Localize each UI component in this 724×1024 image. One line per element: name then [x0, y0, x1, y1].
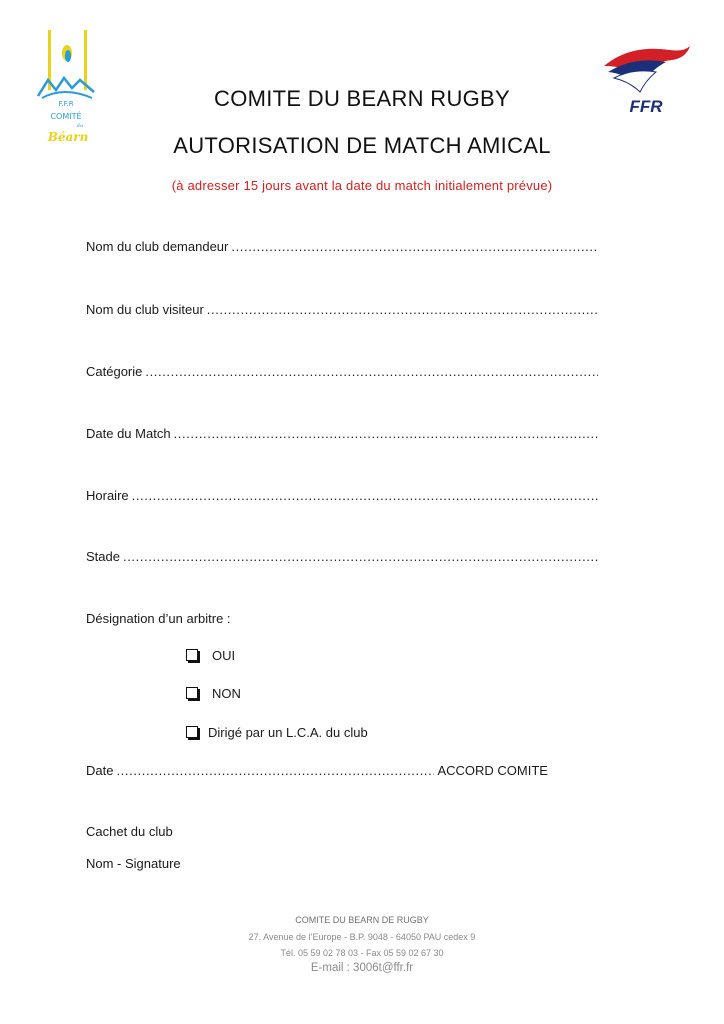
option-label: NON: [212, 686, 241, 701]
ffr-logo-text: FFR: [629, 97, 663, 116]
fill-line[interactable]: [207, 302, 598, 317]
checkbox-oui[interactable]: [186, 649, 198, 661]
stamp-label: Cachet du club: [86, 824, 173, 839]
date-accord-line: [86, 763, 556, 778]
field-club-demandeur[interactable]: [86, 239, 598, 254]
logo-ffr-text: F.F.R: [58, 100, 74, 108]
option-label: OUI: [212, 648, 236, 663]
option-non[interactable]: [186, 686, 241, 701]
field-label: Nom du club visiteur: [86, 302, 204, 317]
deadline-note: (à adresser 15 jours avant la date du match initialement prévue): [171, 178, 553, 193]
fill-line[interactable]: [174, 426, 598, 441]
field-label: Catégorie: [86, 364, 143, 379]
field-label: Stade: [86, 549, 120, 564]
date-fill-line[interactable]: [116, 763, 434, 778]
footer-address: 27, Avenue de l’Europe - B.P. 9048 - 64050 PAU cedex 9: [248, 932, 476, 942]
field-label: Horaire: [86, 488, 129, 503]
date-label: Date: [86, 763, 114, 778]
footer-email[interactable]: E-mail : 3006t@ffr.fr: [310, 962, 414, 974]
option-oui[interactable]: [186, 648, 235, 663]
field-label: Nom du club demandeur: [86, 239, 229, 254]
footer-org: COMITE DU BEARN DE RUGBY: [295, 915, 429, 925]
checkbox-lca[interactable]: [186, 726, 198, 738]
accord-comite-label: ACCORD COMITE: [437, 763, 548, 778]
logo-du-text: du: [76, 123, 84, 129]
logo-comite-text: COMITÉ: [50, 112, 82, 121]
footer-phone: Tél. 05 59 02 78 03 - Fax 05 59 02 67 30: [280, 948, 444, 958]
option-label: Dirigé par un L.C.A. du club: [208, 725, 368, 740]
page-subtitle-heading: AUTORISATION DE MATCH AMICAL: [173, 133, 551, 158]
fill-line[interactable]: [145, 364, 598, 379]
field-club-visiteur[interactable]: [86, 302, 598, 317]
fill-line[interactable]: [231, 239, 598, 254]
field-date-match[interactable]: [86, 426, 598, 441]
logo-bearn-text: Béarn: [47, 130, 89, 144]
option-lca[interactable]: [186, 725, 368, 740]
fill-line[interactable]: [132, 488, 598, 503]
checkbox-non[interactable]: [186, 687, 198, 699]
fill-line[interactable]: [123, 549, 598, 564]
field-categorie[interactable]: [86, 364, 598, 379]
referee-label: Désignation d’un arbitre :: [86, 611, 231, 626]
signature-label: Nom - Signature: [86, 856, 181, 871]
field-horaire[interactable]: [86, 488, 598, 503]
field-label: Date du Match: [86, 426, 171, 441]
field-stade[interactable]: [86, 549, 598, 564]
page-title: COMITE DU BEARN RUGBY: [214, 86, 510, 111]
